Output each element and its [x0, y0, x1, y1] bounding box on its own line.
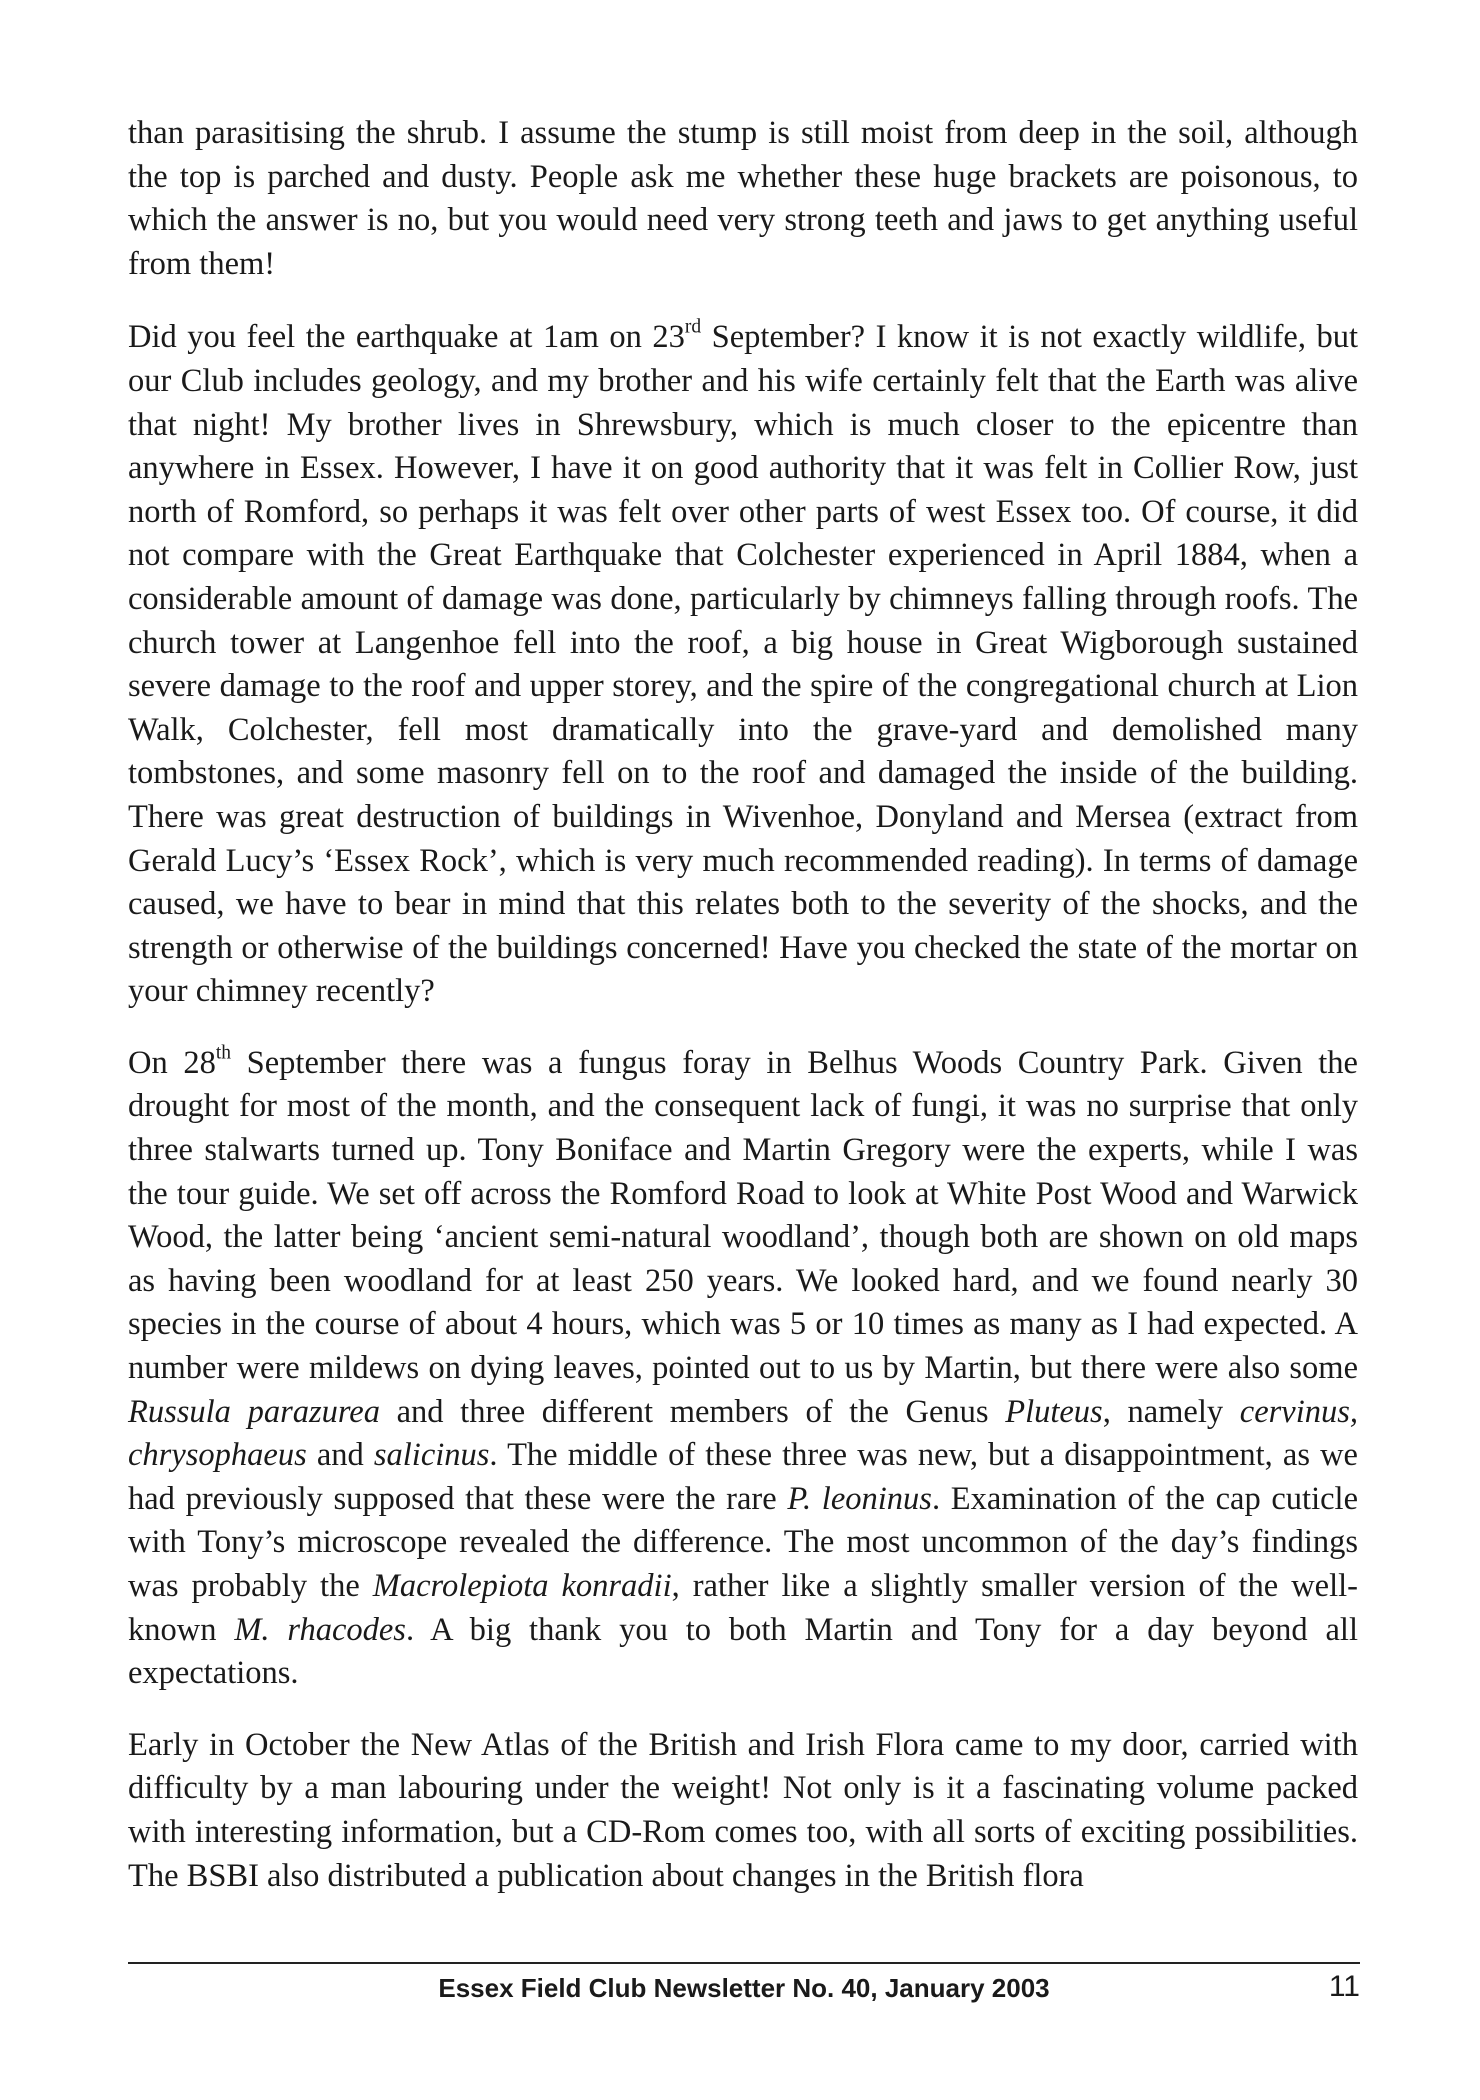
species-name: salicinus: [373, 1437, 490, 1474]
date-ordinal-suffix: rd: [684, 316, 702, 338]
paragraph-fungus-foray: [128, 1042, 1358, 1696]
foray-text-7: , rather like a slightly smaller version of the well-known: [128, 1568, 1358, 1648]
foray-text-2: and three different members of the Genus: [379, 1393, 1006, 1430]
article-body: [128, 112, 1358, 1926]
species-name: cervinus, chrysophaeus: [128, 1393, 1358, 1474]
paragraph-fungus-brackets: than parasitising the shrub. I assume the stump is still moist from deep in the soil, although the top is parched and dusty. People ask me whether these huge brackets are poisonous, to which the answer is no, but you would need very strong teeth and jaws to get anything useful from them!: [128, 115, 1358, 282]
species-name: Macrolepiota konradii: [372, 1568, 672, 1604]
foray-text-8: . A big thank you to both Martin and Tony for a day beyond all expectations.: [128, 1611, 1358, 1692]
newsletter-footer-title: Essex Field Club Newsletter No. 40, January 2003: [438, 1973, 1050, 2003]
species-name: Russula parazurea: [128, 1393, 380, 1430]
foray-text-4: and: [306, 1437, 374, 1474]
foray-text-6: . Examination of the cap cuticle with Tony’s microscope revealed the difference. The most uncommon of the day’s findings was probably the: [128, 1480, 1358, 1604]
earthquake-text-rest: September? I know it is not exactly wildlife, but our Club includes geology, and my brother and his wife certainly felt that the Earth was alive that night! My brother lives in Shrewsbury, which is much closer to the epicentre than anywhere in Essex. However, I have it on good authority that it was felt in Collier Row, just north of Romford, so perhaps it was felt over other parts of west Essex too. Of course, it did not compare with the Great Earthquake that Colchester experienced in April 1884, when a considerable amount of damage was done, particularly by chimneys falling through roofs. The church tower at Langenhoe fell into the roof, a big house in Great Wigborough sustained severe damage to the roof and upper storey, and the spire of the congregational church at Lion Walk, Colchester, fell most dramatically into the grave-yard and demolished many tombstones, and some masonry fell on to the roof and damaged the inside of the building. There was great destruction of buildings in Wivenhoe, Donyland and Mersea (extract from Gerald Lucy’s ‘Essex Rock’, which is very much recommended reading). In terms of damage caused, we have to bear in mind that this relates both to the severity of the shocks, and the strength or otherwise of the buildings concerned! Have you checked the state of the mortar on your chimney recently?: [128, 319, 1358, 1010]
species-name: P. leoninus: [787, 1480, 932, 1517]
paragraph-flora-atlas: Early in October the New Atlas of the British and Irish Flora came to my door, carried with difficulty by a man labouring under the weight! Not only is it a fascinating volume packed with interesting information, but a CD-Rom comes too, with all sorts of exciting possibilities. The BSBI also distributed a publication about changes in the British flora: [128, 1726, 1358, 1894]
earthquake-text-start: Did you feel the earthquake at 1am on 23: [128, 319, 685, 356]
foray-text-3: , namely: [1102, 1393, 1240, 1430]
footer-divider: [128, 1962, 1360, 1964]
species-name: M. rhacodes: [234, 1611, 406, 1648]
genus-name: Pluteus: [1005, 1393, 1103, 1430]
foray-text-start: On 28: [128, 1044, 216, 1081]
page-number: 11: [1328, 1970, 1360, 2003]
foray-text-5: . The middle of these three was new, but a disappointment, as we had previously supposed that these were the rare: [128, 1437, 1358, 1517]
paragraph-earthquake: [128, 316, 1358, 1014]
date-ordinal-suffix: th: [215, 1042, 232, 1064]
foray-text-1: September there was a fungus foray in Belhus Woods Country Park. Given the drought for most of the month, and the consequent lack of fungi, it was no surprise that only three stalwarts turned up. Tony Boniface and Martin Gregory were the experts, while I was the tour guide. We set off across the Romford Road to look at White Post Wood and Warwick Wood, the latter being ‘ancient semi-natural woodland’, though both are shown on old maps as having been woodland for at least 250 years. We looked hard, and we found nearly 30 species in the course of about 4 hours, which was 5 or 10 times as many as I had expected. A number were mildews on dying leaves, pointed out to us by Martin, but there were also some: [128, 1044, 1358, 1387]
